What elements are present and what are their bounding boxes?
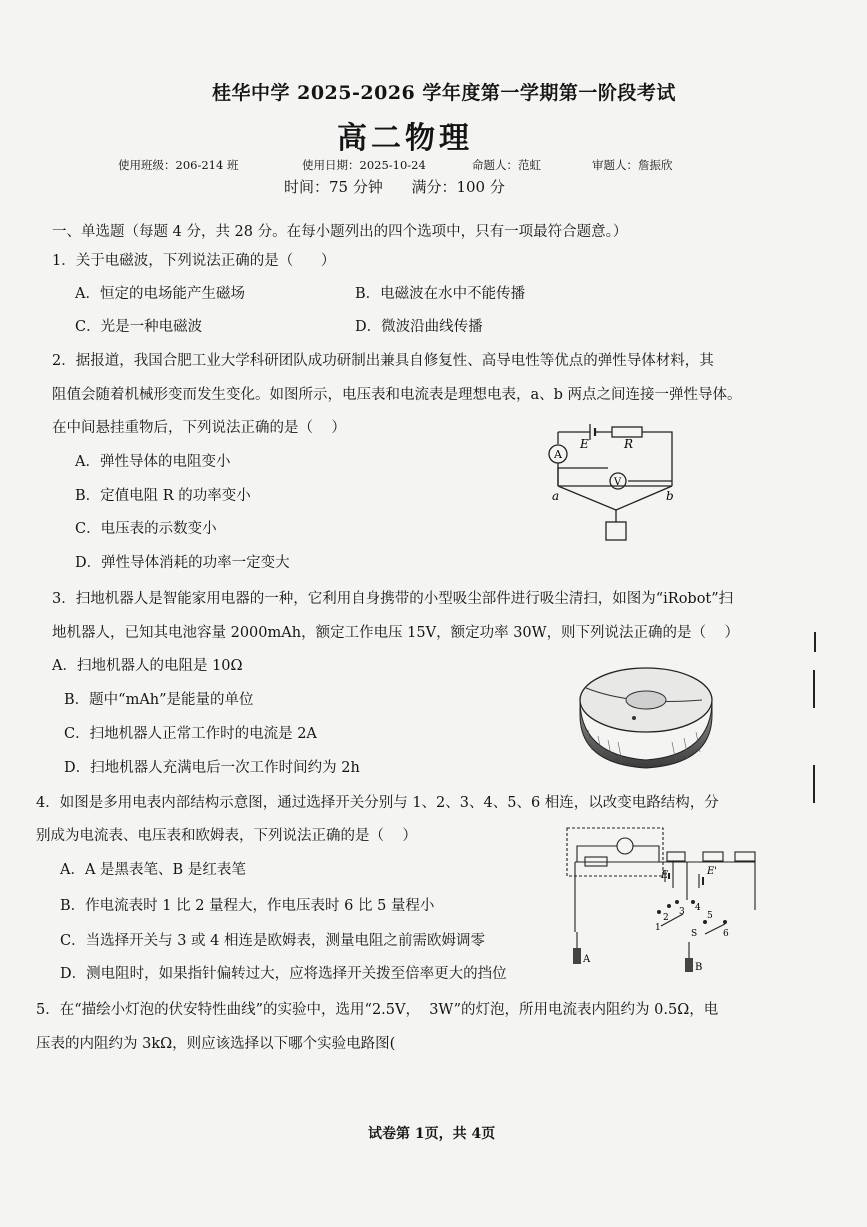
q1-stem: 1．关于电磁波，下列说法正确的是（ ） (52, 253, 336, 269)
fig4-label-1: 1 (655, 923, 661, 933)
fig4-label-e: E (661, 870, 669, 881)
q2-option-d: D．弹性导体消耗的功率一定变大 (75, 555, 290, 571)
fig4-label-4: 4 (695, 903, 701, 913)
q3-option-a: A．扫地机器人的电阻是 10Ω (52, 658, 243, 674)
fig4-label-e-prime: E' (707, 866, 718, 877)
page-footer: 试卷第 1页，共 4页 (368, 1126, 496, 1142)
q1-option-a: A．恒定的电场能产生磁场 (75, 286, 245, 302)
meta-class: 使用班级：206-214 班 (118, 158, 239, 172)
fig2-label-a: a (552, 489, 560, 503)
fig2-label-e: E (580, 437, 589, 451)
meta-reviewer: 审题人：詹振欣 (592, 158, 673, 172)
fig4-label-b: B (695, 962, 703, 972)
scan-mark (814, 632, 816, 652)
q2-option-b: B．定值电阻 R 的功率变小 (75, 488, 251, 504)
fig2-voltmeter-label: V (614, 477, 622, 488)
q4-option-b: B．作电流表时 1 比 2 量程大，作电压表时 6 比 5 量程小 (60, 898, 435, 914)
scan-mark (813, 765, 815, 803)
fig2-label-r: R (624, 437, 634, 451)
q1-option-d: D．微波沿曲线传播 (355, 319, 483, 335)
q4-option-d: D．测电阻时，如果指针偏转过大，应将选择开关拨至倍率更大的挡位 (60, 966, 507, 982)
q2-stem-line1: 2．据报道，我国合肥工业大学科研团队成功研制出兼具自修复性、高导电性等优点的弹性导体材料，其 (52, 353, 714, 369)
q4-option-a: A．A 是黑表笔、B 是红表笔 (60, 862, 246, 878)
fig2-label-b: b (666, 489, 674, 503)
q2-option-c: C．电压表的示数变小 (75, 521, 217, 537)
q2-stem-line3: 在中间悬挂重物后，下列说法正确的是（ ） (52, 420, 346, 436)
q4-stem-line2: 别成为电流表、电压表和欧姆表，下列说法正确的是（ ） (36, 828, 417, 844)
q5-stem-line2: 压表的内阻约为 3kΩ，则应该选择以下哪个实验电路图( (36, 1036, 396, 1052)
q1-option-b: B．电磁波在水中不能传播 (355, 286, 526, 302)
q3-stem-line1: 3．扫地机器人是智能家用电器的一种，它利用自身携带的小型吸尘部件进行吸尘清扫，如图为“iRobot”扫 (52, 591, 734, 607)
time-score: 时间：75 分钟 满分：100 分 (284, 178, 505, 196)
q4-option-c: C．当选择开关与 3 或 4 相连是欧姆表，测量电阻之前需欧姆调零 (60, 933, 485, 949)
robot-vacuum-image (572, 660, 720, 770)
q4-multimeter-diagram (565, 822, 775, 972)
fig4-label-2: 2 (663, 913, 669, 923)
q2-option-a: A．弹性导体的电阻变小 (75, 454, 231, 470)
fig4-label-6: 6 (723, 929, 729, 939)
q2-circuit-diagram (540, 418, 690, 553)
q3-option-b: B．题中“mAh”是能量的单位 (64, 692, 254, 708)
q3-stem-line2: 地机器人，已知其电池容量 2000mAh，额定工作电压 15V，额定功率 30W，则下列说法正确的是（ ） (52, 625, 739, 641)
fig4-label-s: S (691, 929, 698, 939)
fig4-label-3: 3 (679, 907, 685, 917)
q3-option-c: C．扫地机器人正常工作时的电流是 2A (64, 726, 317, 742)
exam-title: 桂华中学 2025-2026 学年度第一学期第一阶段考试 (212, 82, 676, 104)
fig4-label-a: A (583, 954, 591, 965)
meta-author: 命题人：范虹 (472, 158, 541, 172)
meta-date: 使用日期：2025-10-24 (302, 158, 426, 172)
subject-title: 高二物理 (337, 121, 473, 156)
fig2-ammeter-label: A (554, 448, 562, 461)
section-heading: 一、单选题（每题 4 分，共 28 分。在每小题列出的四个选项中，只有一项最符合题意。） (52, 224, 628, 240)
q4-stem-line1: 4．如图是多用电表内部结构示意图，通过选择开关分别与 1、2、3、4、5、6 相连，以改变电路结构，分 (36, 795, 719, 811)
q1-option-c: C．光是一种电磁波 (75, 319, 203, 335)
scan-mark (813, 670, 815, 708)
q2-stem-line2: 阻值会随着机械形变而发生变化。如图所示，电压表和电流表是理想电表，a、b 两点之间连接一弹性导体。 (52, 387, 742, 403)
q5-stem-line1: 5．在“描绘小灯泡的伏安特性曲线”的实验中，选用“2.5V， 3W”的灯泡，所用电流表内阻约为 0.5Ω，电 (36, 1002, 719, 1018)
fig4-label-5: 5 (707, 911, 713, 921)
q3-option-d: D．扫地机器人充满电后一次工作时间约为 2h (64, 760, 360, 776)
